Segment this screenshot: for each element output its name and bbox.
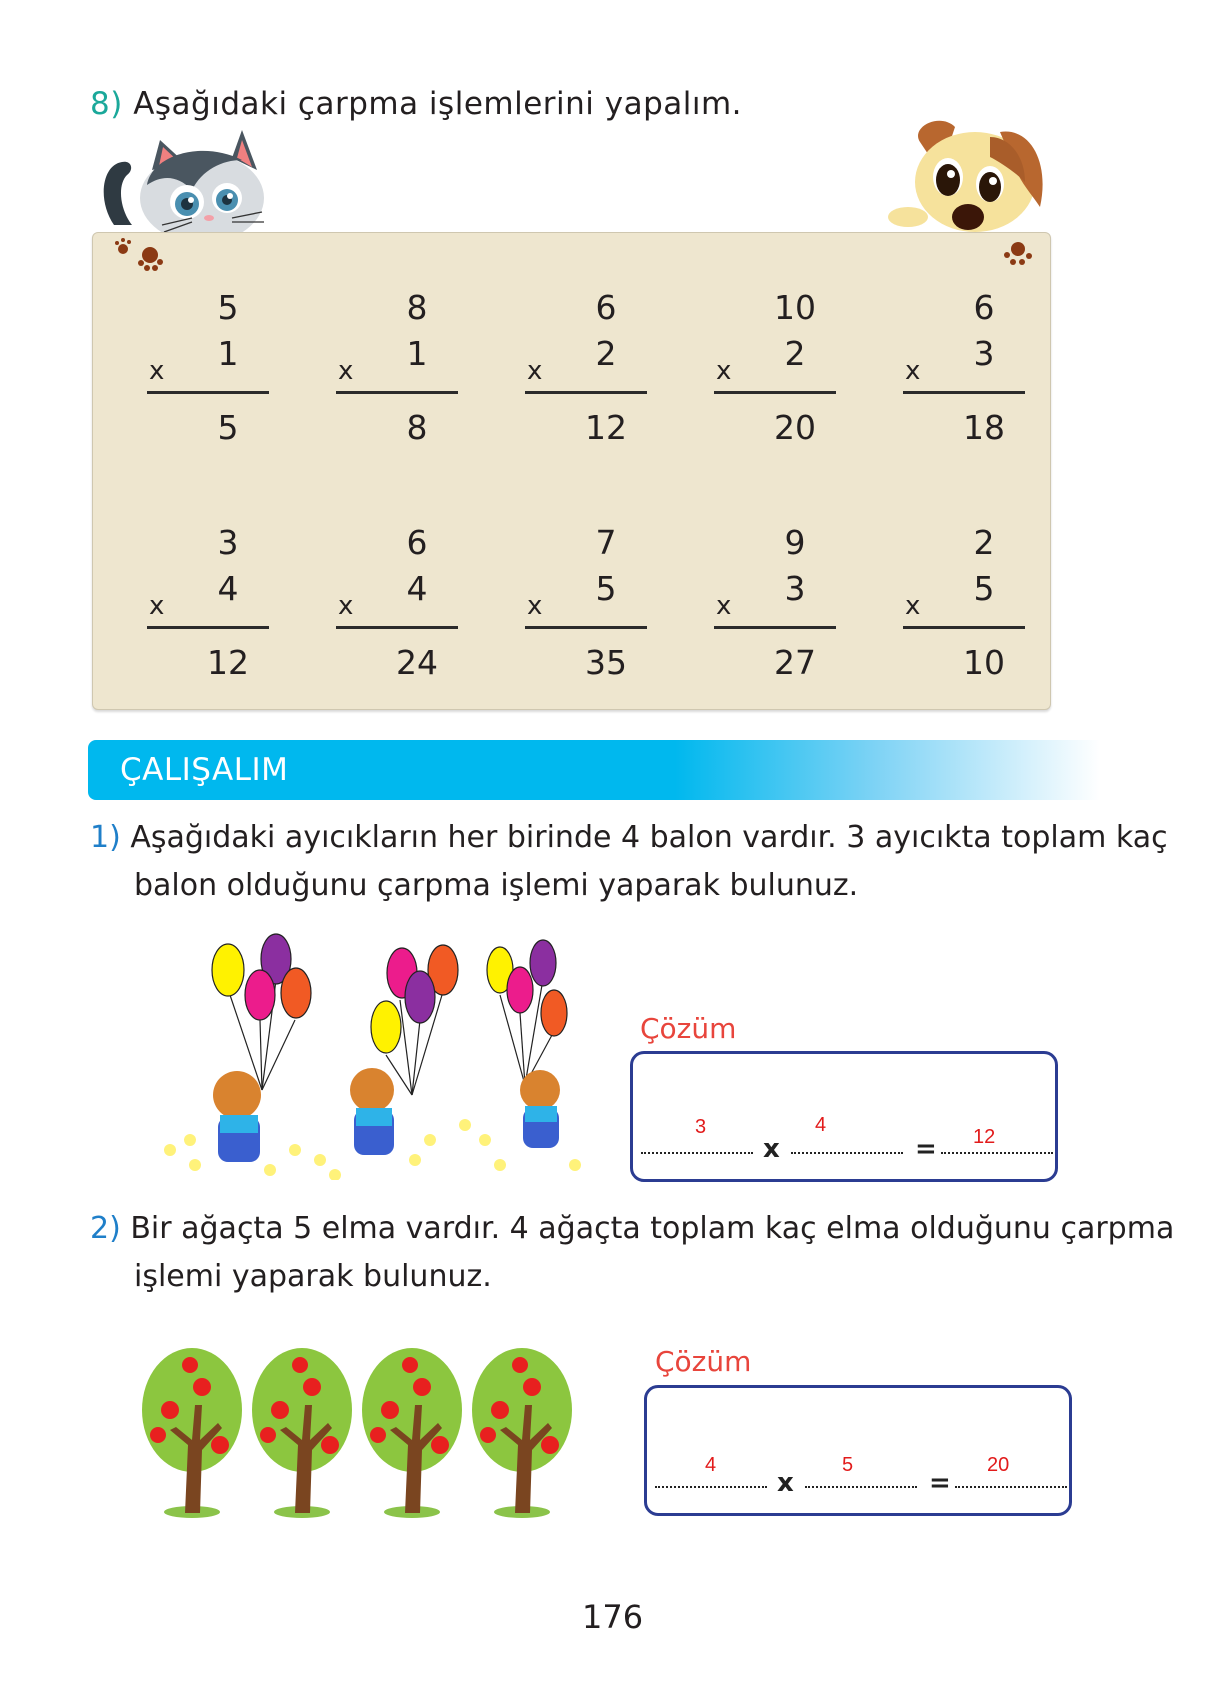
answer-blank-factor2[interactable] (805, 1486, 917, 1488)
question-number: 1) (90, 820, 121, 855)
multiplicand: 6 (595, 288, 617, 327)
apple-trees-illustration (140, 1335, 580, 1520)
answer-blank-product[interactable] (941, 1152, 1053, 1154)
multiplicand: 6 (406, 523, 428, 562)
multiply-sign: x (149, 356, 165, 386)
answer-blank-factor2[interactable] (791, 1152, 903, 1154)
multiplication-problem (336, 288, 460, 478)
exercise-8-title (90, 86, 742, 122)
multiply-sign: x (527, 356, 543, 386)
product: 18 (963, 408, 1005, 447)
multiplicand: 3 (217, 523, 239, 562)
result-line (336, 626, 458, 629)
product: 10 (963, 643, 1005, 682)
multiply-sign: x (777, 1468, 794, 1498)
product: 20 (774, 408, 816, 447)
answer-product: 20 (987, 1454, 1010, 1476)
section-banner (88, 740, 1100, 800)
answer-blank-product[interactable] (955, 1486, 1067, 1488)
multiply-sign: x (149, 591, 165, 621)
multiplication-problem (903, 523, 1027, 713)
equals-sign: = (915, 1134, 937, 1164)
question-line-2: işlemi yaparak bulunuz. (134, 1259, 492, 1294)
product: 24 (396, 643, 438, 682)
multiplier: 4 (406, 569, 428, 608)
product: 8 (406, 408, 428, 447)
question-line-2: balon olduğunu çarpma işlemi yaparak bulunuz. (134, 868, 859, 903)
multiplication-problem (147, 523, 271, 713)
multiplication-problem (714, 523, 838, 713)
result-line (525, 391, 647, 394)
multiplicand: 8 (406, 288, 428, 327)
exercise-instruction: Aşağıdaki çarpma işlemlerini yapalım. (133, 86, 743, 122)
answer-blank-factor1[interactable] (655, 1486, 767, 1488)
multiplication-problem (525, 523, 649, 713)
section-title: ÇALIŞALIM (120, 752, 289, 788)
question-line-1: Bir ağaçta 5 elma vardır. 4 ağaçta toplam kaç elma olduğunu çarpma (130, 1211, 1175, 1246)
multiply-sign: x (763, 1134, 780, 1164)
result-line (714, 391, 836, 394)
product: 35 (585, 643, 627, 682)
solution-2-box (644, 1385, 1072, 1516)
product: 27 (774, 643, 816, 682)
multiply-sign: x (905, 591, 921, 621)
multiplier: 3 (784, 569, 806, 608)
multiplicand: 7 (595, 523, 617, 562)
paw-print-icon (993, 235, 1043, 269)
multiply-sign: x (527, 591, 543, 621)
solution-2-label: Çözüm (655, 1345, 752, 1378)
answer-factor1: 3 (695, 1116, 707, 1138)
product: 5 (217, 408, 239, 447)
multiplier: 3 (973, 334, 995, 373)
multiplier: 2 (595, 334, 617, 373)
answer-blank-factor1[interactable] (641, 1152, 753, 1154)
page-number: 176 (582, 1598, 644, 1636)
multiplicand: 6 (973, 288, 995, 327)
result-line (336, 391, 458, 394)
multiplication-panel (92, 232, 1051, 710)
result-line (714, 626, 836, 629)
multiply-sign: x (905, 356, 921, 386)
question-2-text (90, 1205, 1174, 1301)
answer-factor1: 4 (705, 1454, 717, 1476)
cat-illustration (92, 130, 267, 240)
result-line (903, 391, 1025, 394)
multiply-sign: x (716, 356, 732, 386)
multiply-sign: x (716, 591, 732, 621)
multiplier: 5 (595, 569, 617, 608)
multiplicand: 9 (784, 523, 806, 562)
result-line (525, 626, 647, 629)
dog-illustration (880, 112, 1055, 242)
multiplicand: 10 (774, 288, 816, 327)
question-line-1: Aşağıdaki ayıcıkların her birinde 4 balon vardır. 3 ayıcıkta toplam kaç (130, 820, 1168, 855)
question-1-text (90, 814, 1168, 910)
answer-product: 12 (973, 1126, 996, 1148)
multiplication-problem (336, 523, 460, 713)
solution-1-box (630, 1051, 1058, 1182)
multiplier: 1 (217, 334, 239, 373)
multiply-sign: x (338, 591, 354, 621)
multiplication-problem (903, 288, 1027, 478)
multiplier: 5 (973, 569, 995, 608)
multiplier: 4 (217, 569, 239, 608)
question-number: 2) (90, 1211, 121, 1246)
bears-with-balloons-illustration (150, 925, 590, 1180)
multiplicand: 5 (217, 288, 239, 327)
result-line (147, 626, 269, 629)
answer-factor2: 4 (815, 1114, 827, 1136)
answer-factor2: 5 (842, 1454, 854, 1476)
multiplier: 1 (406, 334, 428, 373)
multiplication-problem (525, 288, 649, 478)
paw-print-icon (113, 237, 173, 271)
solution-1-label: Çözüm (640, 1012, 737, 1045)
product: 12 (585, 408, 627, 447)
multiplication-problem (714, 288, 838, 478)
product: 12 (207, 643, 249, 682)
exercise-number: 8) (90, 86, 123, 122)
multiplication-problem (147, 288, 271, 478)
result-line (903, 626, 1025, 629)
equals-sign: = (929, 1468, 951, 1498)
result-line (147, 391, 269, 394)
multiplicand: 2 (973, 523, 995, 562)
multiplier: 2 (784, 334, 806, 373)
multiply-sign: x (338, 356, 354, 386)
